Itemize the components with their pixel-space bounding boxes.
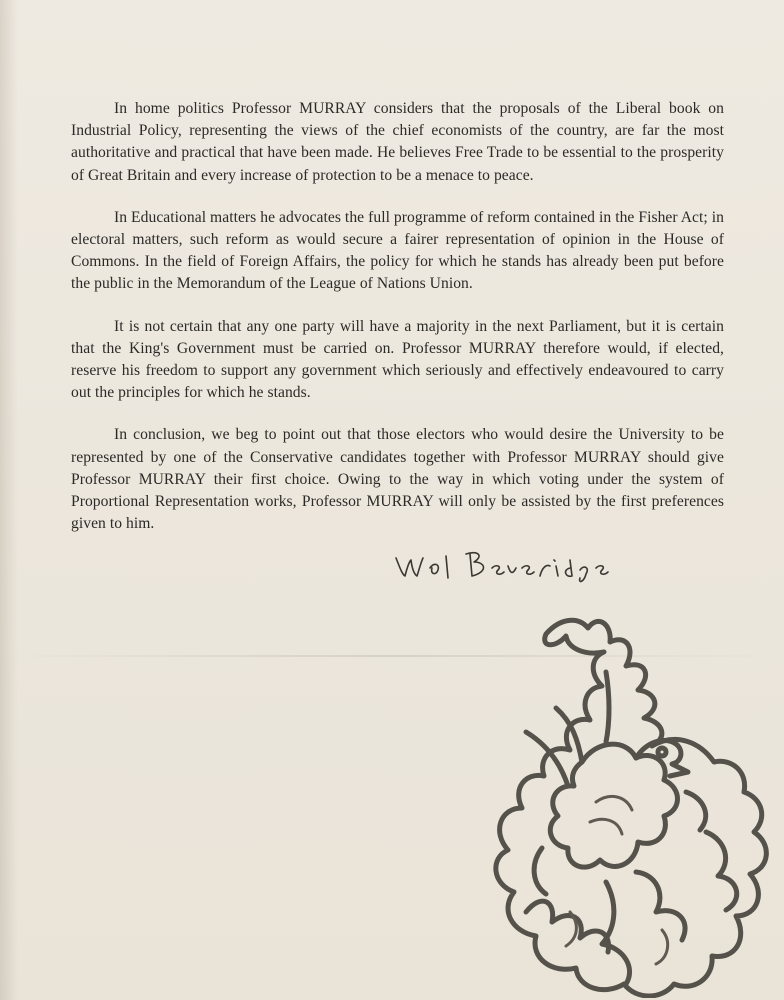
- paragraph-conclusion: In conclusion, we beg to point out that those electors who would desire the University to be represented by one of the Conservative candidates together with Professor MURRAY should give Professor MURRAY their first choice. Owing to the way in which voting under the system of Proportional Representation works, Professor MURRAY will only be assisted by the first preferences given to him.: [71, 426, 724, 533]
- body-text: [71, 98, 724, 555]
- signature: [392, 546, 672, 586]
- page-edge-shadow: [0, 0, 18, 1000]
- paragraph-educational: In Educational matters he advocates the full programme of reform contained in the Fisher Act; in electoral matters, such reform as would secure a fairer representation of opinion in the House of Commons. In the field of Foreign Affairs, the policy for which he stands has already been put before the public in the Memorandum of the League of Nations Union.: [71, 208, 724, 293]
- paragraph-parliament: It is not certain that any one party will have a majority in the next Parliament, but it is certain that the King's Government must be carried on. Professor MURRAY therefore would, if elected, reserve his freedom to support any government which seriously and effectively endeavoured to carry out the principles for which he stands.: [71, 317, 724, 402]
- paragraph-home-politics: In home politics Professor MURRAY considers that the proposals of the Liberal book on Industrial Policy, representing the views of the chief economists of the country, are far the most authoritative and practical that have been made. He believes Free Trade to be essential to the prosperity of Great Britain and every increase of protection to be a menace to peace.: [71, 100, 724, 184]
- flame-phoenix-emblem-icon: [486, 612, 780, 998]
